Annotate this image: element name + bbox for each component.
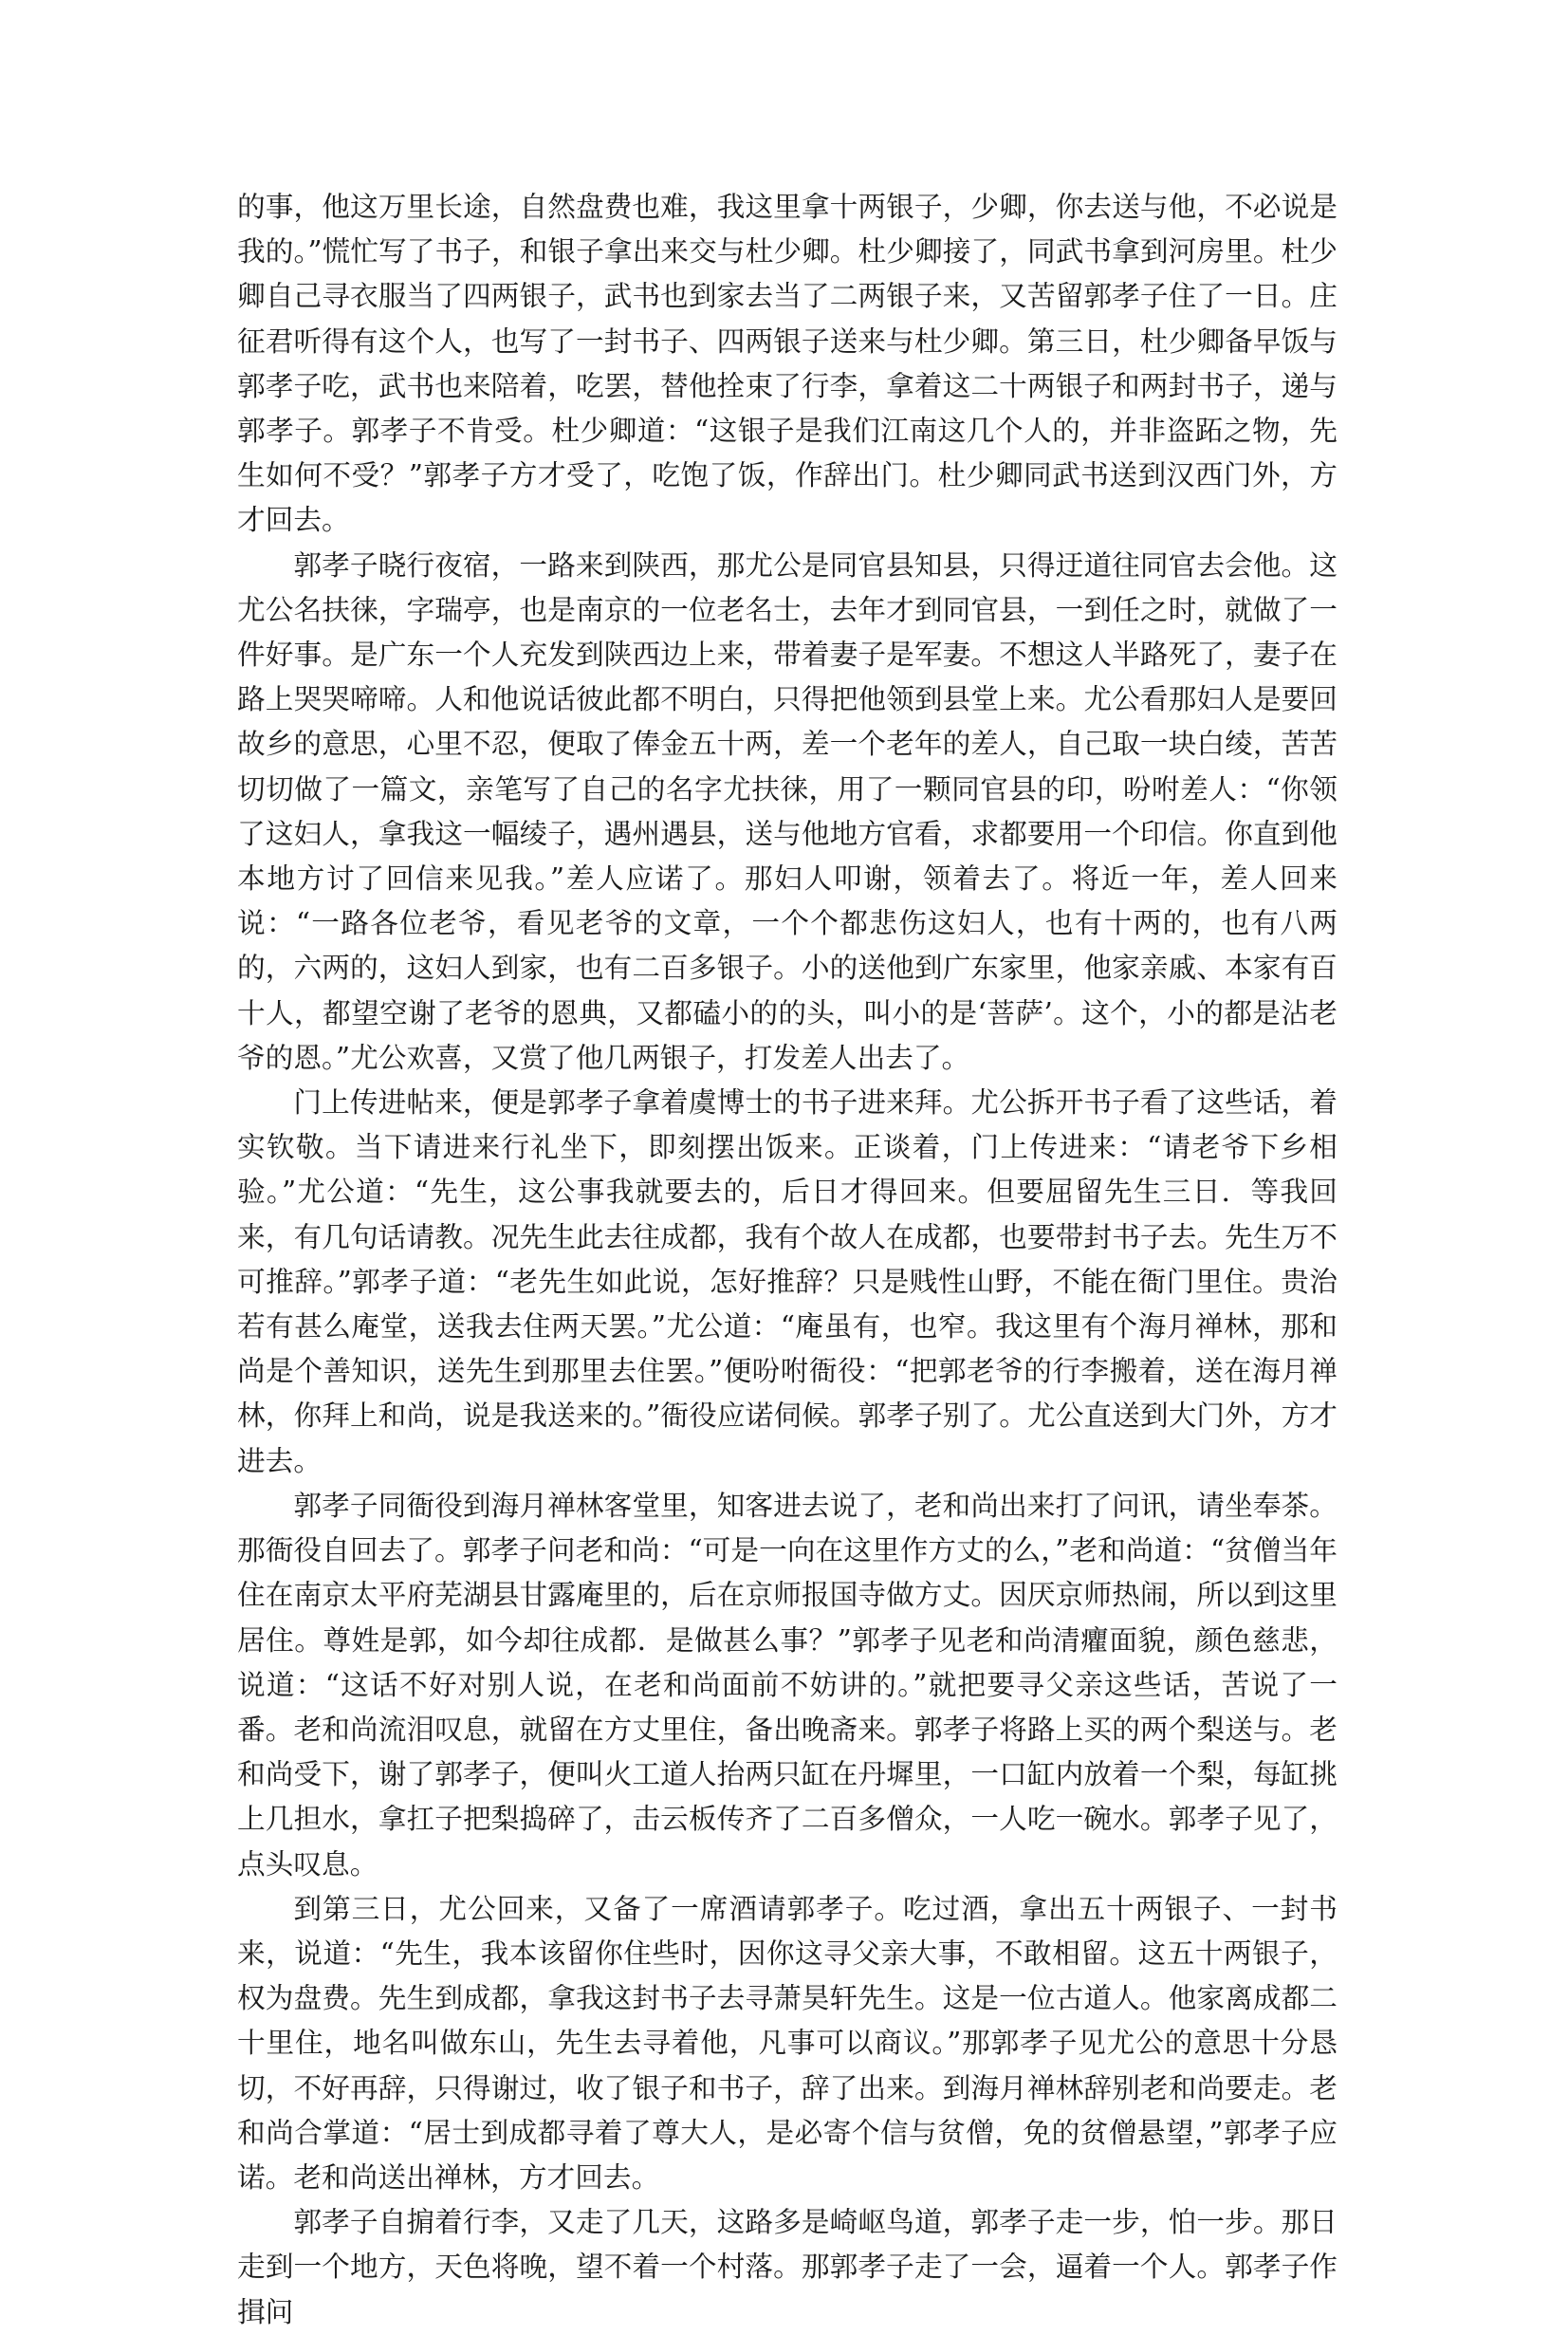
paragraph-6: 郭孝子自掮着行李，又走了几天，这路多是崎岖鸟道，郭孝子走一步，怕一步。那日走到一个地方，天色将晚，望不着一个村落。那郭孝子走了一会，逼着一个人。郭孝子作揖问: [237, 2206, 1337, 2329]
paragraph-5: 到第三日，尤公回来，又备了一席酒请郭孝子。吃过酒，拿出五十两银子、一封书来，说道：“先生，我本该留你住些时，因你这寻父亲大事，不敢相留。这五十两银子，权为盘费。先生到成都，拿我这封书子去寻萧昊轩先生。这是一位古道人。他家离成都二十里住，地名叫做东山，先生去寻着他，凡事可以商议。”那郭孝子见尤公的意思十分恳切，不好再辞，只得谢过，收了银子和书子，辞了出来。到海月禅林辞别老和尚要走。老和尚合掌道：“居士到成都寻着了尊大人，是必寄个信与贫僧，免的贫僧悬望，”郭孝子应诺。老和尚送出禅林，方才回去。: [237, 1892, 1337, 2195]
paragraph-2: 郭孝子晓行夜宿，一路来到陕西，那尤公是同官县知县，只得迂道往同官去会他。这尤公名扶徕，字瑞亭，也是南京的一位老名士，去年才到同官县，一到任之时，就做了一件好事。是广东一个人充发到陕西边上来，带着妻子是军妻。不想这人半路死了，妻子在路上哭哭啼啼。人和他说话彼此都不明白，只得把他领到县堂上来。尤公看那妇人是要回故乡的意思，心里不忍，便取了俸金五十两，差一个老年的差人，自己取一块白绫，苦苦切切做了一篇文，亲笔写了自己的名字尤扶徕，用了一颗同官县的印，吩咐差人：“你领了这妇人，拿我这一幅绫子，遇州遇县，送与他地方官看，求都要用一个印信。你直到他本地方讨了回信来见我。”差人应诺了。那妇人叩谢，领着去了。将近一年，差人回来说：“一路各位老爷，看见老爷的文章，一个个都悲伤这妇人，也有十两的，也有八两的，六两的，这妇人到家，也有二百多银子。小的送他到广东家里，他家亲戚、本家有百十人，都望空谢了老爷的恩典，又都磕小的的头，叫小的是‘菩萨’。这个，小的都是沾老爷的恩。”尤公欢喜，又赏了他几两银子，打发差人出去了。: [237, 548, 1337, 1075]
paragraph-4: 郭孝子同衙役到海月禅林客堂里，知客进去说了，老和尚出来打了问讯，请坐奉茶。那衙役自回去了。郭孝子问老和尚：“可是一向在这里作方丈的么，”老和尚道：“贫僧当年住在南京太平府芜湖县甘露庵里的，后在京师报国寺做方丈。因厌京师热闹，所以到这里居住。尊姓是郭，如今却往成都．是做甚么事？”郭孝子见老和尚清癯面貌，颜色慈悲，说道：“这话不好对别人说，在老和尚面前不妨讲的。”就把要寻父亲这些话，苦说了一番。老和尚流泪叹息，就留在方丈里住，备出晚斋来。郭孝子将路上买的两个梨送与。老和尚受下，谢了郭孝子，便叫火工道人抬两只缸在丹墀里，一口缸内放着一个梨，每缸挑上几担水，拿扛子把梨捣碎了，击云板传齐了二百多僧众，一人吃一碗水。郭孝子见了，点头叹息。: [237, 1489, 1337, 1881]
paragraph-3: 门上传进帖来，便是郭孝子拿着虞博士的书子进来拜。尤公拆开书子看了这些话，着实钦敬。当下请进来行礼坐下，即刻摆出饭来。正谈着，门上传进来：“请老爷下乡相验。”尤公道：“先生，这公事我就要去的，后日才得回来。但要屈留先生三日．等我回来，有几句话请教。况先生此去往成都，我有个故人在成都，也要带封书子去。先生万不可推辞。”郭孝子道：“老先生如此说，怎好推辞？只是贱性山野，不能在衙门里住。贵治若有甚么庵堂，送我去住两天罢。”尤公道：“庵虽有，也窄。我这里有个海月禅林，那和尚是个善知识，送先生到那里去住罢。”便吩咐衙役：“把郭老爷的行李搬着，送在海月禅林，你拜上和尚，说是我送来的。”衙役应诺伺候。郭孝子别了。尤公直送到大门外，方才进去。: [237, 1086, 1337, 1478]
paragraph-1: 的事，他这万里长途，自然盘费也难，我这里拿十两银子，少卿，你去送与他，不必说是我的。”慌忙写了书子，和银子拿出来交与杜少卿。杜少卿接了，同武书拿到河房里。杜少卿自己寻衣服当了四两银子，武书也到家去当了二两银子来，又苦留郭孝子住了一日。庄征君听得有这个人，也写了一封书子、四两银子送来与杜少卿。第三日，杜少卿备早饭与郭孝子吃，武书也来陪着，吃罢，替他拴束了行李，拿着这二十两银子和两封书子，递与郭孝子。郭孝子不肯受。杜少卿道：“这银子是我们江南这几个人的，并非盗跖之物，先生如何不受？”郭孝子方才受了，吃饱了饭，作辞出门。杜少卿同武书送到汉西门外，方才回去。: [237, 191, 1337, 538]
body-text: [237, 185, 1337, 2335]
